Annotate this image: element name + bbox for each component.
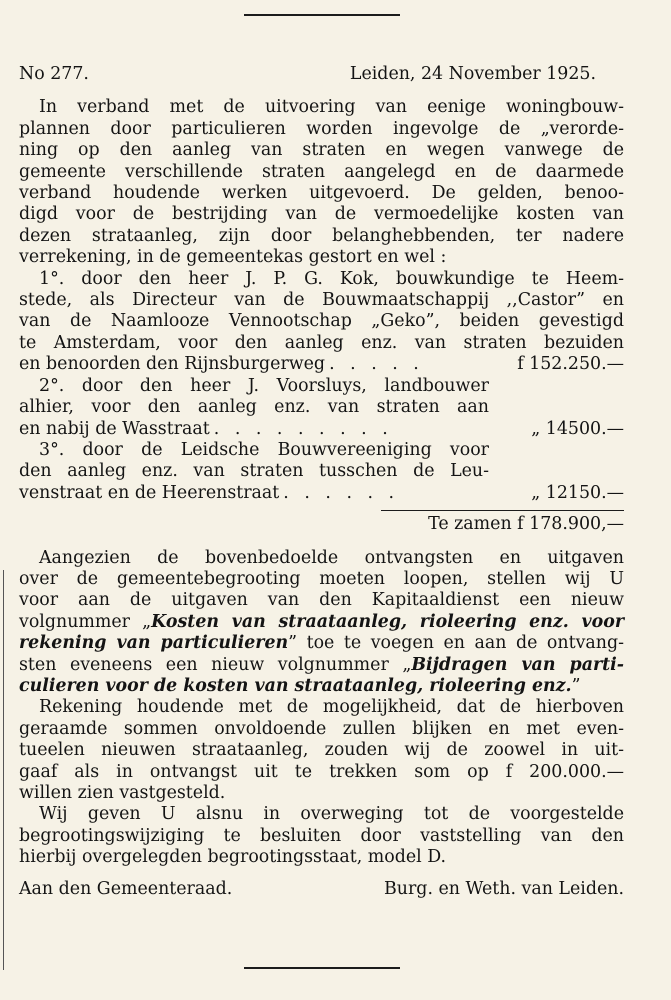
item-amount-row <box>19 483 624 504</box>
item-amount: „ 12150.— <box>531 482 624 503</box>
item-line: den aanleg enz. van straten tusschen de Leu- <box>19 461 489 482</box>
place-date: Leiden, 24 November 1925. <box>349 64 596 84</box>
item-label: en nabij de Wasstraat <box>19 418 210 439</box>
para-italic: Bijdragen van parti- <box>411 654 624 675</box>
intro-line: In verband met de uitvoering van eenige woningbouw- <box>39 97 624 118</box>
para-line: Aangezien de bovenbedoelde ontvangsten en uitgaven <box>39 547 624 568</box>
leader-dots: . . . . . . . . . <box>213 418 393 439</box>
para-line <box>19 612 624 633</box>
top-rule <box>244 14 400 16</box>
item-amount: „ 14500.— <box>531 418 624 439</box>
para-line: tueelen nieuwen straataanleg, zouden wij de zoowel in uit- <box>19 740 624 761</box>
leader-dots: . . . . . <box>329 354 424 375</box>
para-line: willen zien vastgesteld. <box>19 783 226 803</box>
document-page <box>19 64 624 900</box>
item-1 <box>19 269 624 376</box>
item-line: stede, als Directeur van de Bouwmaatschappij ,,Castor” en <box>19 290 624 311</box>
intro-line: digd voor de bestrijding van de vermoedelijke kosten van <box>19 204 624 225</box>
paragraph-4 <box>19 804 624 868</box>
para-line: hierbij overgelegden begrootingsstaat, model D. <box>19 847 447 868</box>
item-line: alhier, voor den aanleg enz. van straten aan <box>19 397 489 418</box>
para-italic: rekening van particulieren <box>19 633 289 654</box>
item-line: 1°. door den heer J. P. G. Kok, bouwkundige te Heem- <box>39 268 624 289</box>
margin-edge <box>3 570 4 970</box>
para-text: sten eveneens een nieuw volgnummer „ <box>19 654 412 675</box>
document-number: No 277. <box>19 64 89 84</box>
item-3 <box>19 440 489 483</box>
intro-line: ning op den aanleg van straten en wegen vanwege de <box>19 140 624 161</box>
intro-line: verband houdende werken uitgevoerd. De gelden, benoo- <box>19 183 624 204</box>
para-line <box>19 676 624 697</box>
document-header <box>19 64 624 85</box>
item-line: te Amsterdam, voor den aanleg enz. van straten bezuiden <box>19 332 624 353</box>
para-italic: Kosten van straataanleg, rioleering enz. voor <box>151 611 624 632</box>
para-italic: culieren voor de kosten van straataanleg, rioleering enz. <box>19 675 572 696</box>
para-text: ” toe te voegen en aan de ontvang- <box>288 633 624 654</box>
paragraph-2 <box>19 548 624 698</box>
para-line <box>19 633 624 654</box>
para-line: geraamde sommen onvoldoende zullen blijken en met even- <box>19 718 624 739</box>
para-line: gaaf als in ontvangst uit te trekken som op f 200.000.— <box>19 761 624 782</box>
para-line: begrootingswijziging te besluiten door vaststelling van den <box>19 825 624 846</box>
item-amount-row <box>19 419 624 440</box>
signature-row <box>19 879 624 900</box>
intro-line: dezen strataanleg, zijn door belanghebbenden, ter nadere <box>19 225 624 246</box>
para-line <box>19 655 624 676</box>
intro-line: plannen door particulieren worden ingevolge de „verorde- <box>19 118 624 139</box>
para-text: ” <box>571 675 581 696</box>
addressee: Aan den Gemeenteraad. <box>19 878 233 899</box>
item-label: venstraat en de Heerenstraat <box>19 482 280 503</box>
bottom-rule <box>244 967 400 969</box>
para-text: volgnummer „ <box>19 611 152 632</box>
intro-line: verrekening, in de gemeentekas gestort en wel : <box>19 247 447 268</box>
para-line: voor aan de uitgaven van den Kapitaaldienst een nieuw <box>19 590 624 611</box>
item-amount: f 152.250.— <box>517 354 624 375</box>
leader-dots: . . . . . . <box>283 482 400 503</box>
para-line: over de gemeentebegrooting moeten loopen, stellen wij U <box>19 568 624 589</box>
item-amount-row <box>19 354 624 375</box>
intro-paragraph <box>19 97 624 268</box>
item-2 <box>19 376 489 419</box>
item-line: 2°. door den heer J. Voorsluys, landbouwer <box>39 375 489 396</box>
total-amount: Te zamen f 178.900,— <box>381 510 624 535</box>
item-line: 3°. door de Leidsche Bouwvereeniging voor <box>39 439 489 460</box>
intro-line: gemeente verschillende straten aangelegd en de daarmede <box>19 161 624 182</box>
para-line: Wij geven U alsnu in overweging tot de voorgestelde <box>39 804 624 825</box>
para-line: Rekening houdende met de mogelijkheid, dat de hierboven <box>39 697 624 718</box>
item-line: van de Naamlooze Vennootschap „Geko”, beiden gevestigd <box>19 311 624 332</box>
sender: Burg. en Weth. van Leiden. <box>384 878 624 899</box>
paragraph-3 <box>19 697 624 804</box>
item-label: en benoorden den Rijnsburgerweg <box>19 354 326 375</box>
total-row <box>19 510 624 535</box>
